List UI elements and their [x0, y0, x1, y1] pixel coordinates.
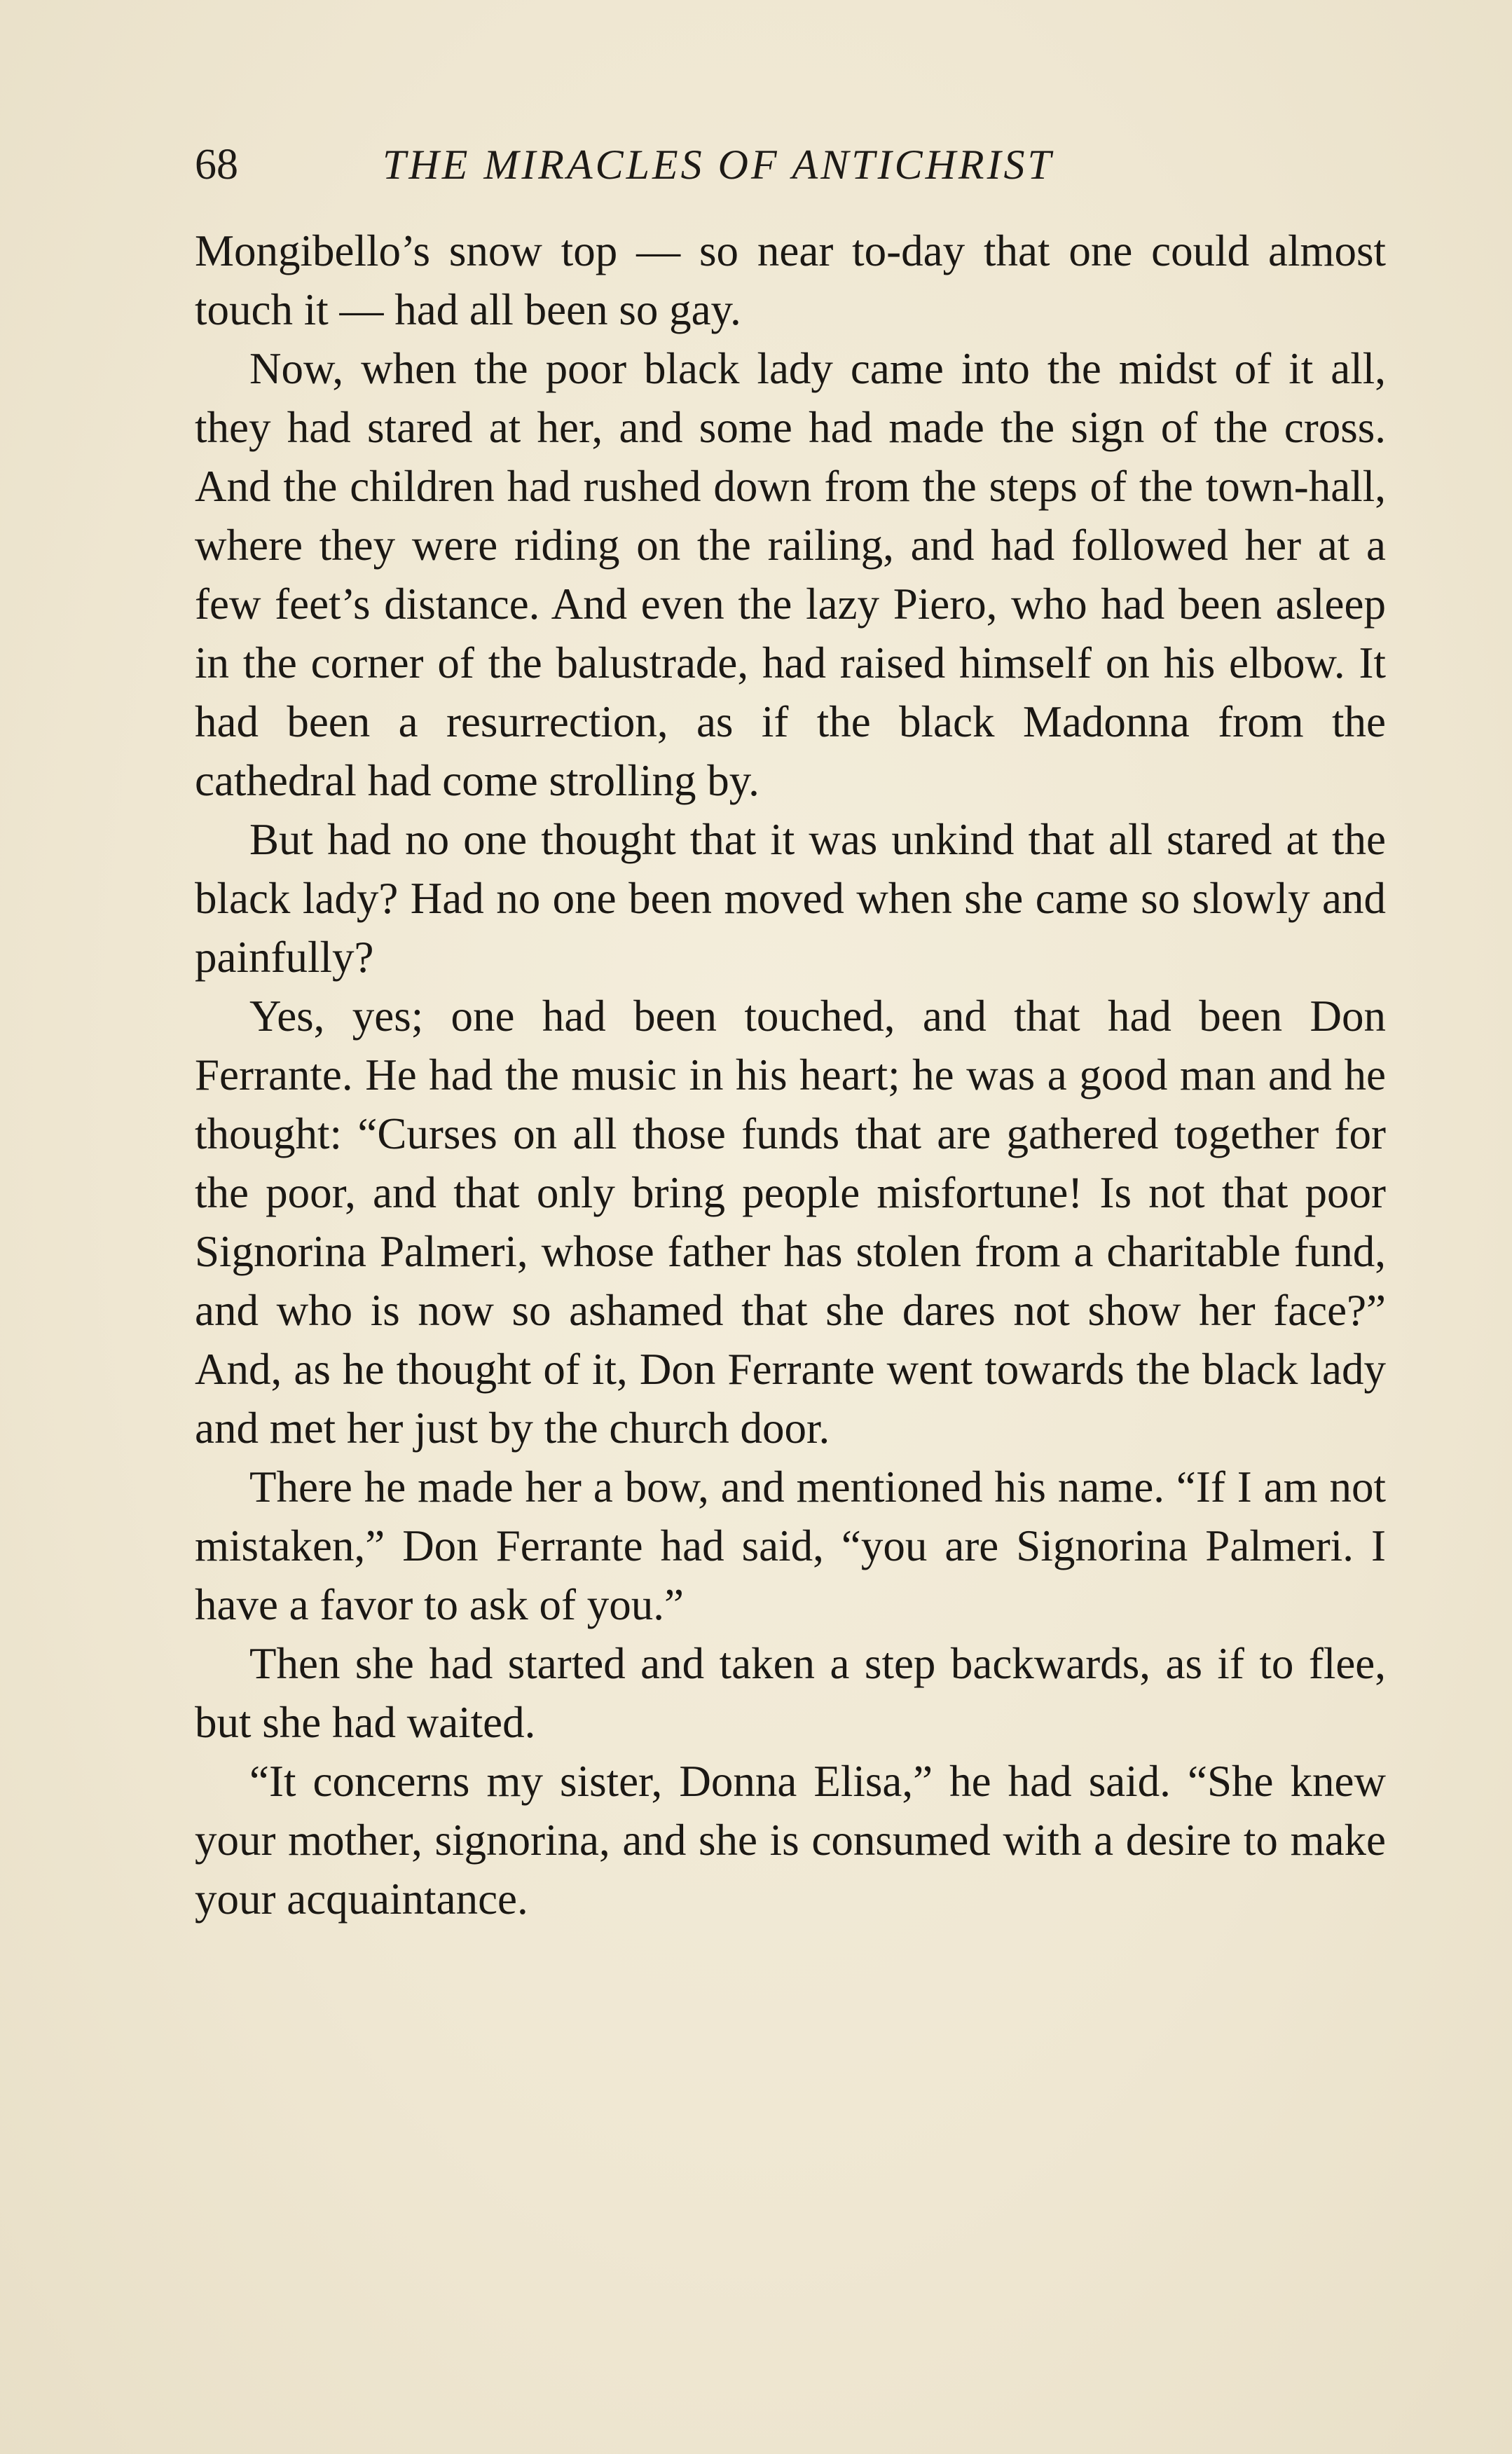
paragraph: Yes, yes; one had been touched, and that had been Don Ferrante. He had the music in his heart; he was a good man and he thought: “Curses on all those funds that are gathered together for the poor, and that only bring people misfortune! Is not that poor Signorina Palmeri, whose father has stolen from a charitable fund, and who is now so ashamed that she dares not show her face?” And, as he thought of it, Don Ferrante went towards the black lady and met her just by the church door.	[195, 992, 1386, 1453]
paragraph: Then she had started and taken a step backwards, as if to flee, but she had waited.	[195, 1639, 1386, 1747]
paragraph: “It concerns my sister, Donna Elisa,” he had said. “She knew your mother, signorina, and she is consumed with a desire to make your acquaintance.	[195, 1757, 1386, 1924]
running-title: THE MIRACLES OF ANTICHRIST	[383, 142, 1054, 188]
paragraph: Now, when the poor black lady came into the midst of it all, they had stared at her, and some had made the sign of the cross. And the children had rushed down from the steps of the town-hall, where they were riding on the railing, and had followed her at a few feet’s distance. And even the lazy Piero, who had been asleep in the corner of the balustrade, had raised himself on his elbow. It had been a resurrection, as if the black Madonna from the cathedral had come strolling by.	[195, 344, 1386, 805]
paragraph: But had no one thought that it was unkind that all stared at the black lady? Had no one been moved when she came so slowly and painfully?	[195, 815, 1386, 982]
body-text	[195, 221, 1386, 1928]
page-number: 68	[195, 141, 238, 188]
paragraph-continuation: Mongibello’s snow top — so near to-day that one could almost touch it — had all been so gay.	[195, 226, 1386, 334]
running-header	[195, 133, 1386, 196]
paragraph: There he made her a bow, and mentioned his name. “If I am not mistaken,” Don Ferrante had said, “you are Signorina Palmeri. I have a favor to ask of you.”	[195, 1462, 1386, 1629]
